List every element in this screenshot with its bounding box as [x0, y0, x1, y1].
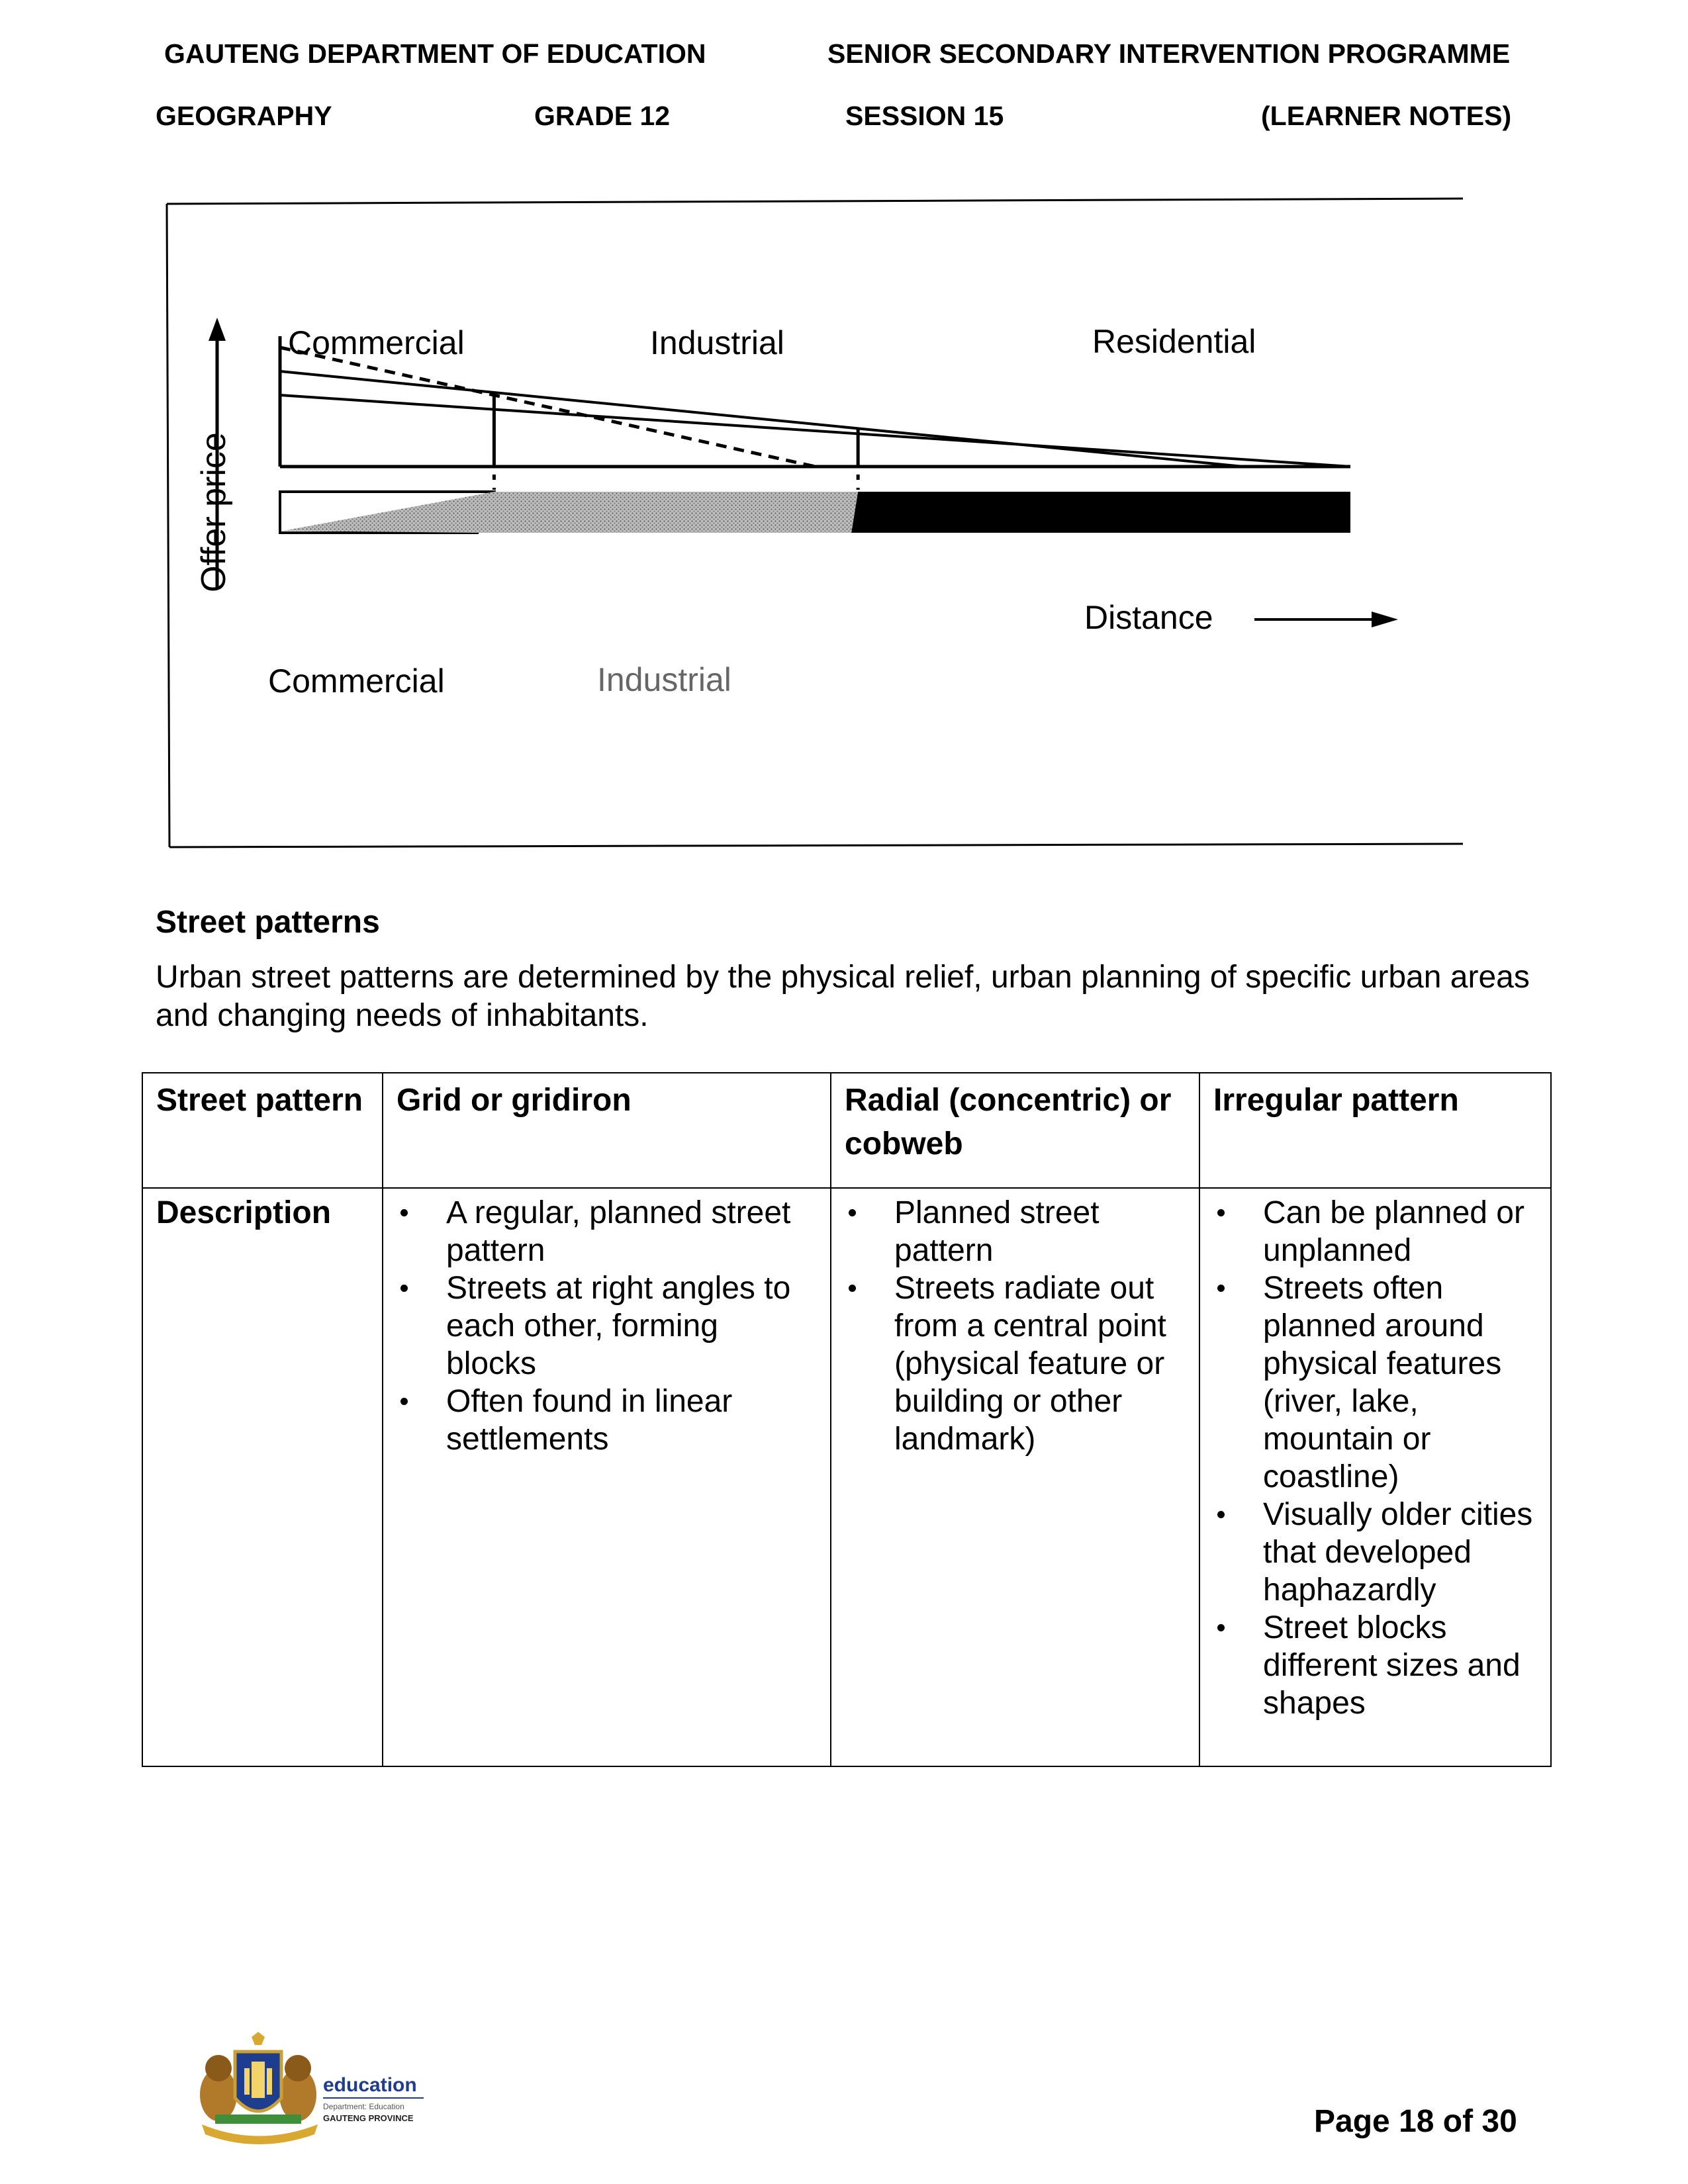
- page-number: Page 18 of 30: [1314, 2104, 1517, 2139]
- irregular-description-cell: [1199, 1188, 1551, 1766]
- header-department: GAUTENG DEPARTMENT OF EDUCATION: [164, 38, 706, 69]
- zone-label-commercial: Commercial: [268, 662, 445, 700]
- column-header-radial: Radial (concentric) or cobweb: [831, 1073, 1199, 1188]
- row-header-description: Description: [142, 1188, 383, 1766]
- list-item: Visually older cities that developed haphazardly: [1213, 1496, 1537, 1609]
- street-patterns-table: [142, 1072, 1552, 1767]
- section-title: Street patterns: [156, 905, 380, 940]
- commercial-bid-rent-line: [280, 347, 816, 467]
- gauteng-education-logo: [189, 2032, 440, 2148]
- zone-label-industrial: Industrial: [597, 661, 731, 698]
- list-item: Often found in linear settlements: [397, 1383, 817, 1458]
- irregular-bullet-list: [1213, 1194, 1537, 1722]
- zone-label-residential: Residential: [1013, 660, 1177, 697]
- frame-bottom: [169, 844, 1463, 847]
- list-item: Can be planned or unplanned: [1213, 1194, 1537, 1269]
- list-item: Streets often planned around physical features (river, lake, mountain or coastline): [1213, 1269, 1537, 1496]
- list-item: Streets radiate out from a central point (physical feature or building or other landmark): [845, 1269, 1186, 1458]
- frame-top: [167, 199, 1463, 204]
- coat-of-arms-icon: [189, 2032, 440, 2148]
- y-arrow-head: [209, 318, 226, 341]
- residential-bid-rent-line: [280, 395, 1350, 467]
- list-item: A regular, planned street pattern: [397, 1194, 817, 1269]
- header-notes-type: (LEARNER NOTES): [1261, 101, 1512, 131]
- bid-rent-chart: [159, 179, 1476, 874]
- radial-description-cell: [831, 1188, 1199, 1766]
- header-session: SESSION 15: [845, 101, 1004, 131]
- logo-subtitle-department: Department: Education: [323, 2102, 404, 2111]
- column-header-irregular: Irregular pattern: [1199, 1073, 1551, 1188]
- y-axis-label: Offer price: [195, 432, 233, 592]
- bid-rent-figure: [159, 179, 1476, 874]
- radial-bullet-list: [845, 1194, 1186, 1458]
- section-body: Urban street patterns are determined by the physical relief, urban planning of specific urban areas and changing needs of inhabitants.: [156, 960, 1530, 1033]
- top-label-commercial: Commercial: [288, 324, 465, 361]
- logo-subtitle-province: GAUTENG PROVINCE: [323, 2113, 414, 2123]
- frame-left: [167, 204, 169, 847]
- grid-description-cell: [383, 1188, 831, 1766]
- top-label-residential: Residential: [1092, 323, 1256, 360]
- row-header-street-pattern: Street pattern: [142, 1073, 383, 1188]
- grid-bullet-list: [397, 1194, 817, 1458]
- table-description-row: [142, 1188, 1551, 1766]
- list-item: Streets at right angles to each other, forming blocks: [397, 1269, 817, 1383]
- table-header-row: [142, 1073, 1551, 1188]
- list-item: Planned street pattern: [845, 1194, 1186, 1269]
- header-subject: GEOGRAPHY: [156, 101, 332, 131]
- zone-residential-area: [851, 492, 1350, 533]
- header-programme: SENIOR SECONDARY INTERVENTION PROGRAMME: [827, 38, 1511, 69]
- top-label-industrial: Industrial: [650, 324, 784, 361]
- x-axis-label: Distance: [1084, 599, 1213, 636]
- logo-word: education: [323, 2074, 417, 2096]
- header-grade: GRADE 12: [534, 101, 671, 131]
- column-header-grid: Grid or gridiron: [383, 1073, 831, 1188]
- x-arrow-head: [1372, 612, 1398, 627]
- industrial-bid-rent-line: [280, 371, 1243, 467]
- list-item: Street blocks different sizes and shapes: [1213, 1609, 1537, 1722]
